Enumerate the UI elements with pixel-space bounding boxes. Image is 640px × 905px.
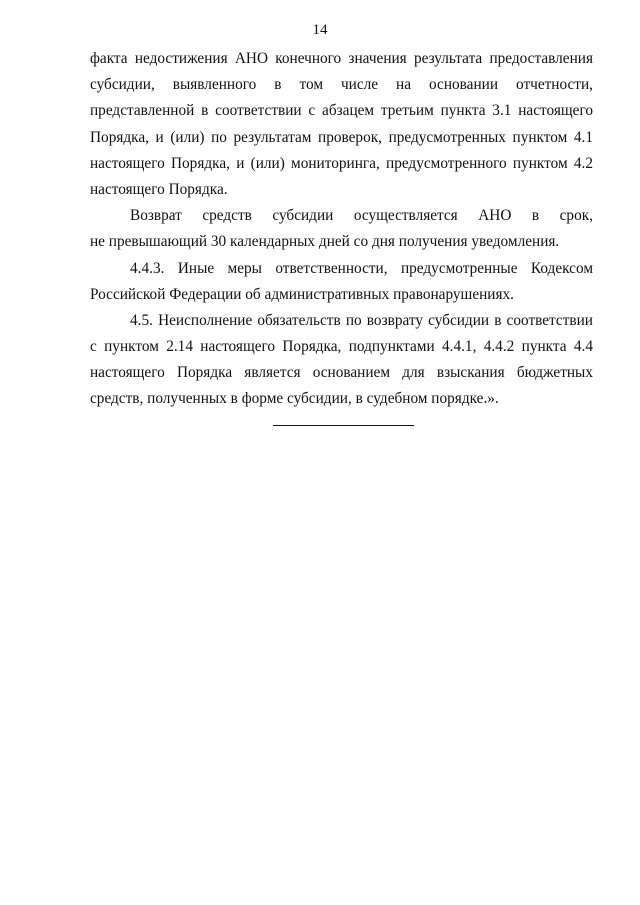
text-line: субсидии, выявленного в том числе на основании отчетности, xyxy=(90,76,593,94)
text-line: представленной в соответствии с абзацем третьим пункта 3.1 настоящего xyxy=(90,102,593,120)
text-line: Возврат средств субсидии осуществляется АНО в срок, xyxy=(130,207,593,225)
text-line: 4.5. Неисполнение обязательств по возврату субсидии в соответствии xyxy=(130,311,593,329)
paragraph-refund-grounds xyxy=(90,46,593,203)
document-body xyxy=(90,46,593,413)
text-line: настоящего Порядка является основанием для взыскания бюджетных xyxy=(90,364,593,382)
page-number: 14 xyxy=(312,22,328,38)
end-of-document-rule xyxy=(273,425,414,426)
text-line: настоящего Порядка, и (или) мониторинга, предусмотренного пунктом 4.2 xyxy=(90,154,593,172)
text-line: с пунктом 2.14 настоящего Порядка, подпунктами 4.4.1, 4.4.2 пункта 4.4 xyxy=(90,338,593,356)
paragraph-4-4-3 xyxy=(90,256,593,308)
paragraph-refund-deadline xyxy=(90,203,593,255)
paragraph-4-5 xyxy=(90,308,593,413)
text-line: настоящего Порядка. xyxy=(90,180,228,198)
text-line: Порядка, и (или) по результатам проверок, предусмотренных пунктом 4.1 xyxy=(90,128,593,146)
text-line: не превышающий 30 календарных дней со дня получения уведомления. xyxy=(90,233,560,251)
text-line: 4.4.3. Иные меры ответственности, предусмотренные Кодексом xyxy=(130,259,593,277)
text-line: Российской Федерации об административных правонарушениях. xyxy=(90,285,514,303)
text-line: факта недостижения АНО конечного значения результата предоставления xyxy=(90,50,593,67)
text-line: средств, полученных в форме субсидии, в судебном порядке.». xyxy=(90,390,499,408)
